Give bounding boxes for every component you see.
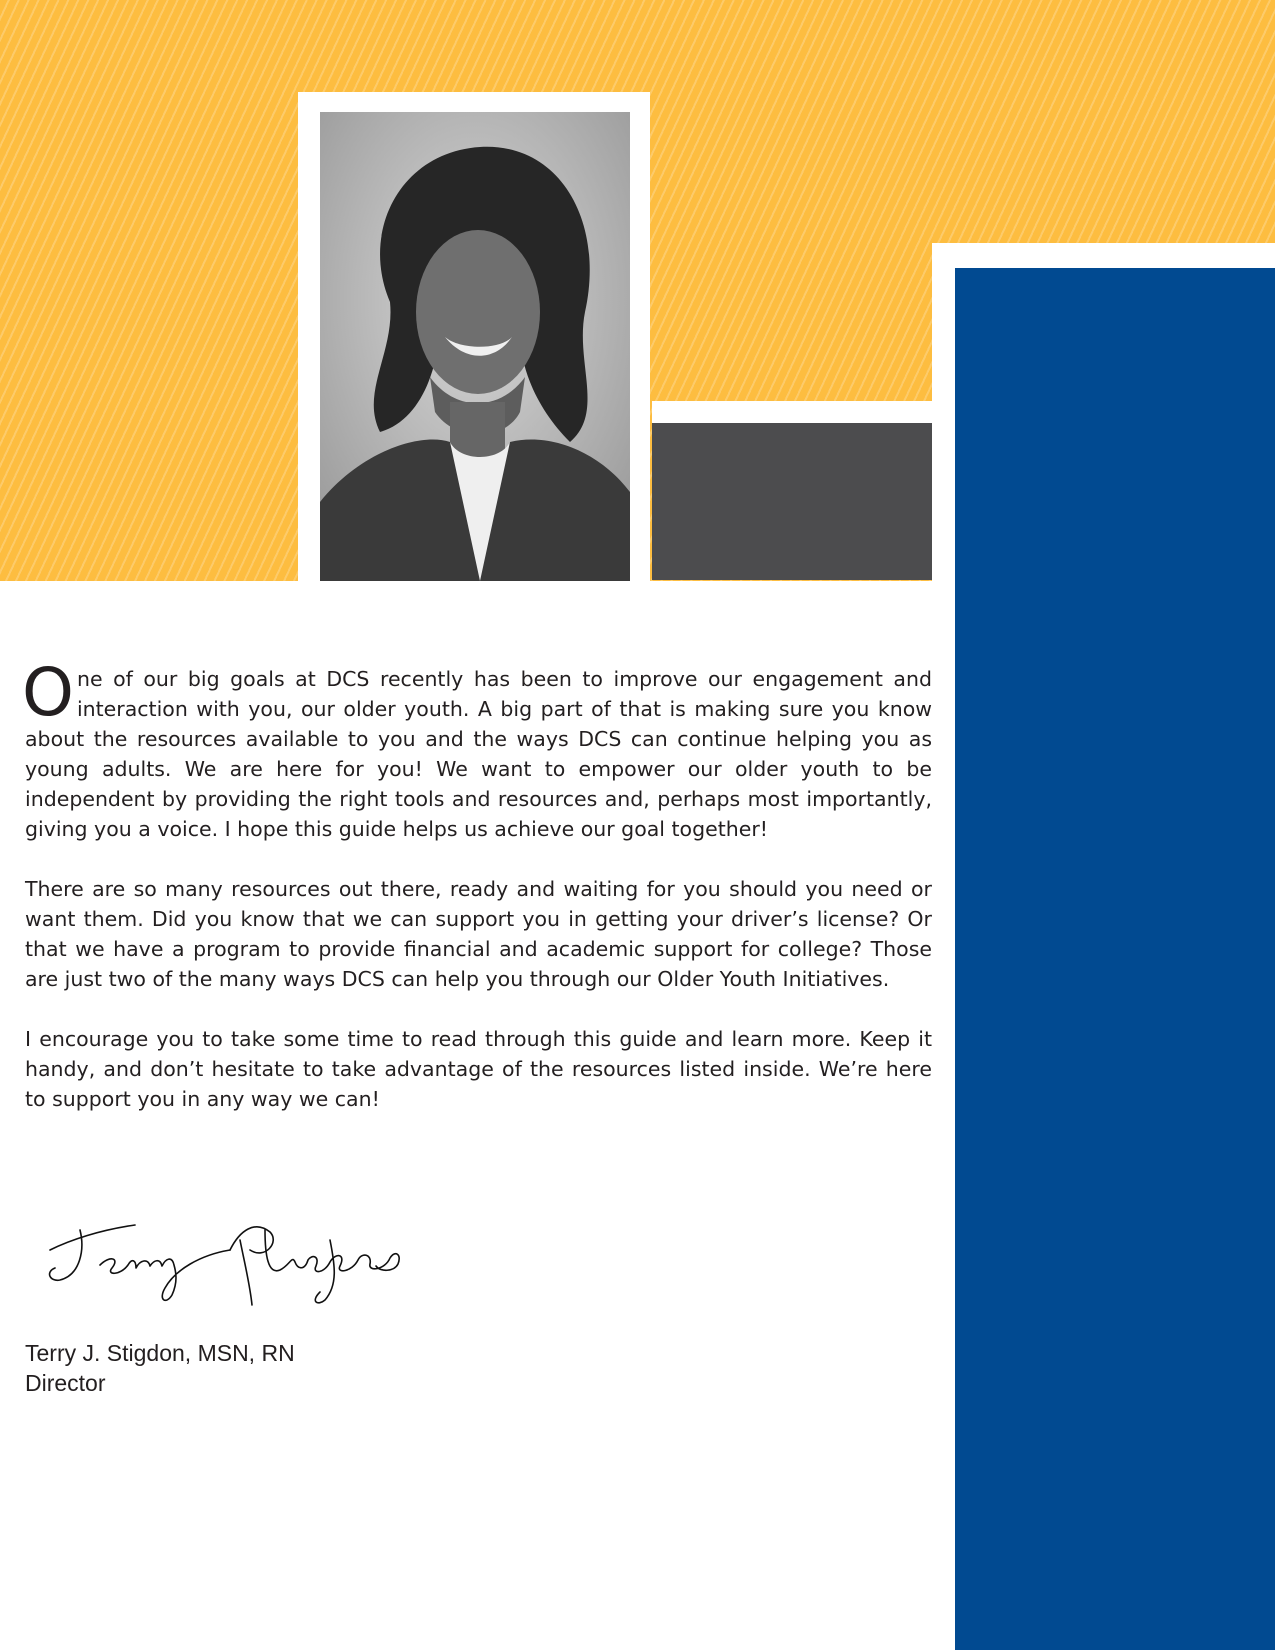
- drop-cap: O: [22, 654, 74, 731]
- portrait-image: [320, 112, 630, 581]
- white-gap-horizontal: [652, 401, 955, 423]
- letter-paragraph-1: [22, 654, 932, 844]
- gray-accent-block: [652, 423, 932, 580]
- side-blue-panel: [955, 268, 1275, 1650]
- white-gap-vertical: [932, 243, 955, 581]
- letter-paragraph-3: I encourage you to take some time to read through this guide and learn more. Keep it handy, and don’t hesitate to take advantage of the resources listed inside. We’re here to support you in any way we can!: [25, 1027, 932, 1111]
- director-portrait: [320, 112, 630, 581]
- director-title: Director: [25, 1370, 106, 1396]
- signature-block: [25, 1338, 295, 1398]
- white-gap-corner: [932, 243, 1275, 268]
- director-name: Terry J. Stigdon, MSN, RN: [25, 1340, 295, 1366]
- handwritten-signature: [40, 1210, 420, 1310]
- letter-paragraph-2: There are so many resources out there, ready and waiting for you should you need or want them. Did you know that we can support you in getting your driver’s license? Or that we have a program to provide financial and academic support for college? Those are just two of the many ways DCS can help you through our Older Youth Initiatives.: [25, 877, 932, 991]
- paragraph-1-text: ne of our big goals at DCS recently has been to improve our engagement and interaction with you, our older youth. A big part of that is making sure you know about the resources available to you and the ways DCS can continue helping you as young adults. We are here for you! We want to empower our older youth to be independent by providing the right tools and resources and, perhaps most importantly, giving you a voice. I hope this guide helps us achieve our goal together!: [25, 667, 932, 841]
- portrait-frame: [298, 92, 650, 581]
- letter-body: [22, 654, 932, 1144]
